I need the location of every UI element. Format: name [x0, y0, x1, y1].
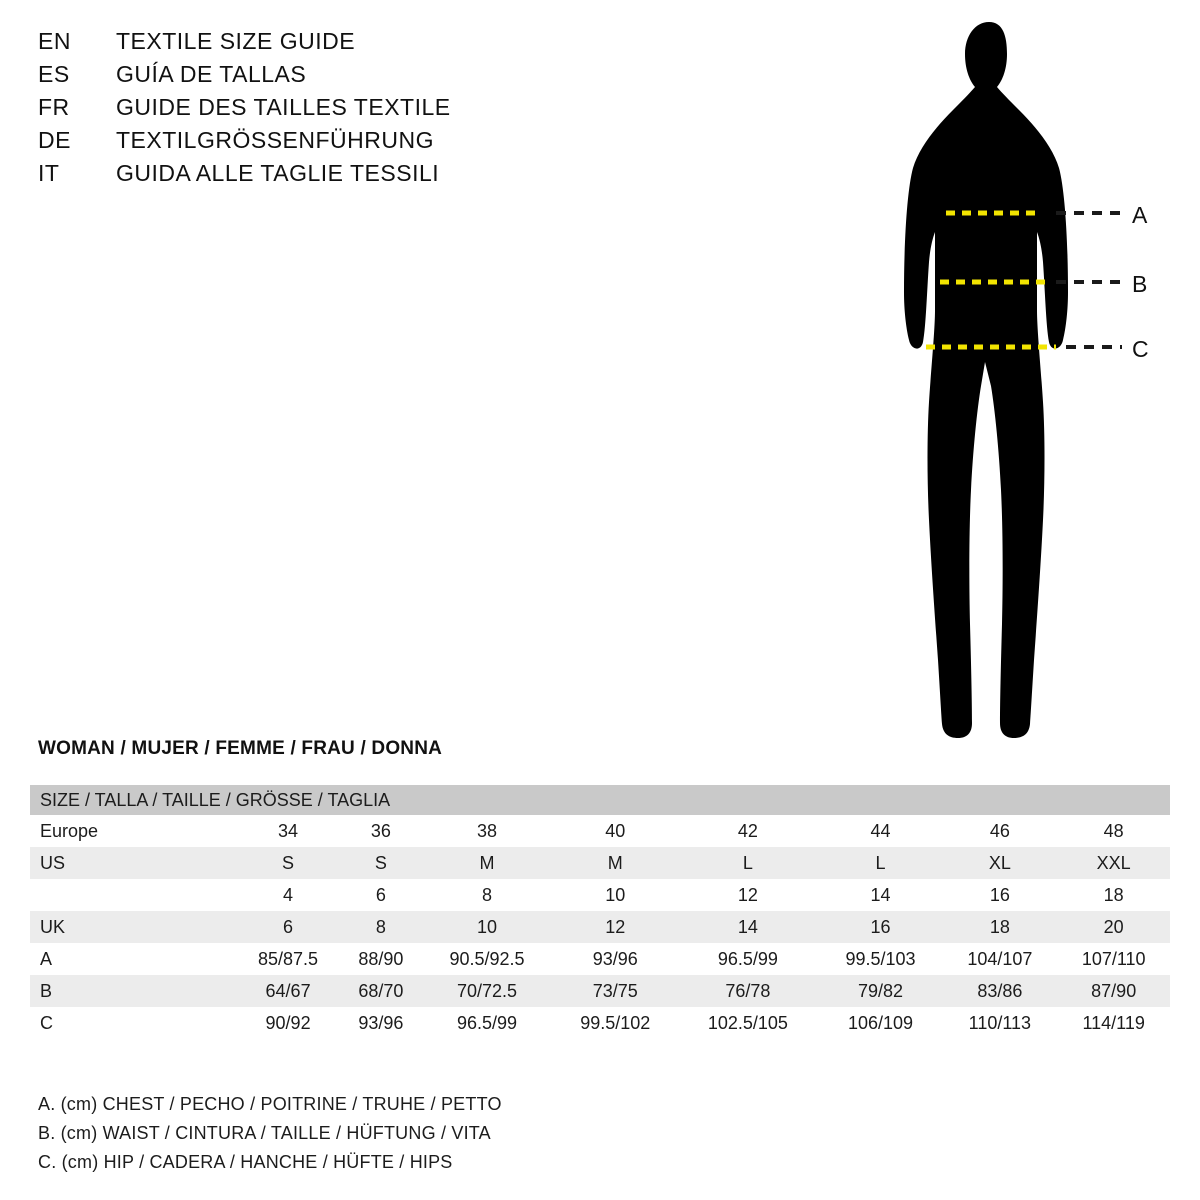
cell-us-0: S — [235, 847, 341, 879]
cell-a-2: 90.5/92.5 — [421, 943, 554, 975]
cell-a-0: 85/87.5 — [235, 943, 341, 975]
table-row-b — [30, 975, 1170, 1007]
cell-uk-3: 12 — [553, 911, 677, 943]
table-header-label: SIZE / TALLA / TAILLE / GRÖSSE / TAGLIA — [30, 785, 1170, 815]
table-header-row — [30, 785, 1170, 815]
footnote-c: C. (cm) HIP / CADERA / HANCHE / HÜFTE / HIPS — [38, 1152, 453, 1172]
cell-usnum-6: 16 — [942, 879, 1057, 911]
cell-c-2: 96.5/99 — [421, 1007, 554, 1039]
cell-usnum-3: 10 — [553, 879, 677, 911]
cell-c-3: 99.5/102 — [553, 1007, 677, 1039]
cell-a-6: 104/107 — [942, 943, 1057, 975]
body-measurement-figure — [860, 10, 1190, 755]
cell-c-5: 106/109 — [819, 1007, 943, 1039]
table-row-a — [30, 943, 1170, 975]
cell-c-1: 93/96 — [341, 1007, 421, 1039]
title-text-de: TEXTILGRÖSSENFÜHRUNG — [116, 127, 434, 153]
language-code-de: DE — [38, 127, 71, 153]
cell-b-1: 68/70 — [341, 975, 421, 1007]
cell-uk-5: 16 — [819, 911, 943, 943]
cell-uk-6: 18 — [942, 911, 1057, 943]
cell-usnum-5: 14 — [819, 879, 943, 911]
language-code-it: IT — [38, 160, 60, 186]
cell-uk-0: 6 — [235, 911, 341, 943]
cell-us-5: L — [819, 847, 943, 879]
cell-us-7: XXL — [1057, 847, 1170, 879]
cell-b-7: 87/90 — [1057, 975, 1170, 1007]
row-label-europe: Europe — [30, 815, 235, 847]
cell-usnum-4: 12 — [677, 879, 818, 911]
cell-b-6: 83/86 — [942, 975, 1057, 1007]
cell-us-2: M — [421, 847, 554, 879]
cell-c-4: 102.5/105 — [677, 1007, 818, 1039]
cell-europe-2: 38 — [421, 815, 554, 847]
cell-us-6: XL — [942, 847, 1057, 879]
cell-us-3: M — [553, 847, 677, 879]
language-code-fr: FR — [38, 94, 70, 120]
language-code-es: ES — [38, 61, 70, 87]
cell-europe-1: 36 — [341, 815, 421, 847]
cell-us-4: L — [677, 847, 818, 879]
language-code-en: EN — [38, 28, 71, 54]
title-row-fr — [38, 94, 678, 127]
title-text-fr: GUIDE DES TAILLES TEXTILE — [116, 94, 451, 120]
title-block — [38, 28, 678, 193]
row-label-c: C — [30, 1007, 235, 1039]
title-row-it — [38, 160, 678, 193]
footnote-a: A. (cm) CHEST / PECHO / POITRINE / TRUHE / PETTO — [38, 1094, 502, 1114]
title-row-es — [38, 61, 678, 94]
cell-a-3: 93/96 — [553, 943, 677, 975]
cell-usnum-0: 4 — [235, 879, 341, 911]
title-text-es: GUÍA DE TALLAS — [116, 61, 307, 87]
footnotes — [38, 1090, 838, 1177]
row-label-us-numeric — [30, 879, 235, 911]
cell-europe-3: 40 — [553, 815, 677, 847]
cell-europe-7: 48 — [1057, 815, 1170, 847]
cell-europe-5: 44 — [819, 815, 943, 847]
title-text-en: TEXTILE SIZE GUIDE — [116, 28, 356, 54]
marker-label-b: B — [1132, 271, 1148, 297]
table-row-us — [30, 847, 1170, 879]
cell-europe-4: 42 — [677, 815, 818, 847]
row-label-a: A — [30, 943, 235, 975]
cell-uk-2: 10 — [421, 911, 554, 943]
cell-c-0: 90/92 — [235, 1007, 341, 1039]
female-silhouette-icon — [860, 10, 1190, 755]
cell-a-5: 99.5/103 — [819, 943, 943, 975]
marker-label-a: A — [1132, 202, 1148, 228]
cell-b-0: 64/67 — [235, 975, 341, 1007]
cell-b-5: 79/82 — [819, 975, 943, 1007]
table-row-us-numeric — [30, 879, 1170, 911]
footnote-b: B. (cm) WAIST / CINTURA / TAILLE / HÜFTUNG / VITA — [38, 1123, 491, 1143]
cell-b-3: 73/75 — [553, 975, 677, 1007]
table-row-uk — [30, 911, 1170, 943]
cell-uk-1: 8 — [341, 911, 421, 943]
table-row-europe — [30, 815, 1170, 847]
row-label-b: B — [30, 975, 235, 1007]
row-label-us: US — [30, 847, 235, 879]
cell-usnum-1: 6 — [341, 879, 421, 911]
cell-a-7: 107/110 — [1057, 943, 1170, 975]
marker-label-c: C — [1132, 336, 1149, 362]
cell-europe-6: 46 — [942, 815, 1057, 847]
table-row-c — [30, 1007, 1170, 1039]
cell-c-6: 110/113 — [942, 1007, 1057, 1039]
cell-a-1: 88/90 — [341, 943, 421, 975]
cell-a-4: 96.5/99 — [677, 943, 818, 975]
cell-c-7: 114/119 — [1057, 1007, 1170, 1039]
cell-uk-7: 20 — [1057, 911, 1170, 943]
title-text-it: GUIDA ALLE TAGLIE TESSILI — [116, 160, 440, 186]
cell-usnum-2: 8 — [421, 879, 554, 911]
size-table — [30, 785, 1170, 1039]
section-heading-woman: WOMAN / MUJER / FEMME / FRAU / DONNA — [38, 738, 443, 759]
cell-uk-4: 14 — [677, 911, 818, 943]
cell-b-2: 70/72.5 — [421, 975, 554, 1007]
title-row-en — [38, 28, 678, 61]
cell-b-4: 76/78 — [677, 975, 818, 1007]
cell-europe-0: 34 — [235, 815, 341, 847]
row-label-uk: UK — [30, 911, 235, 943]
cell-us-1: S — [341, 847, 421, 879]
cell-usnum-7: 18 — [1057, 879, 1170, 911]
title-row-de — [38, 127, 678, 160]
